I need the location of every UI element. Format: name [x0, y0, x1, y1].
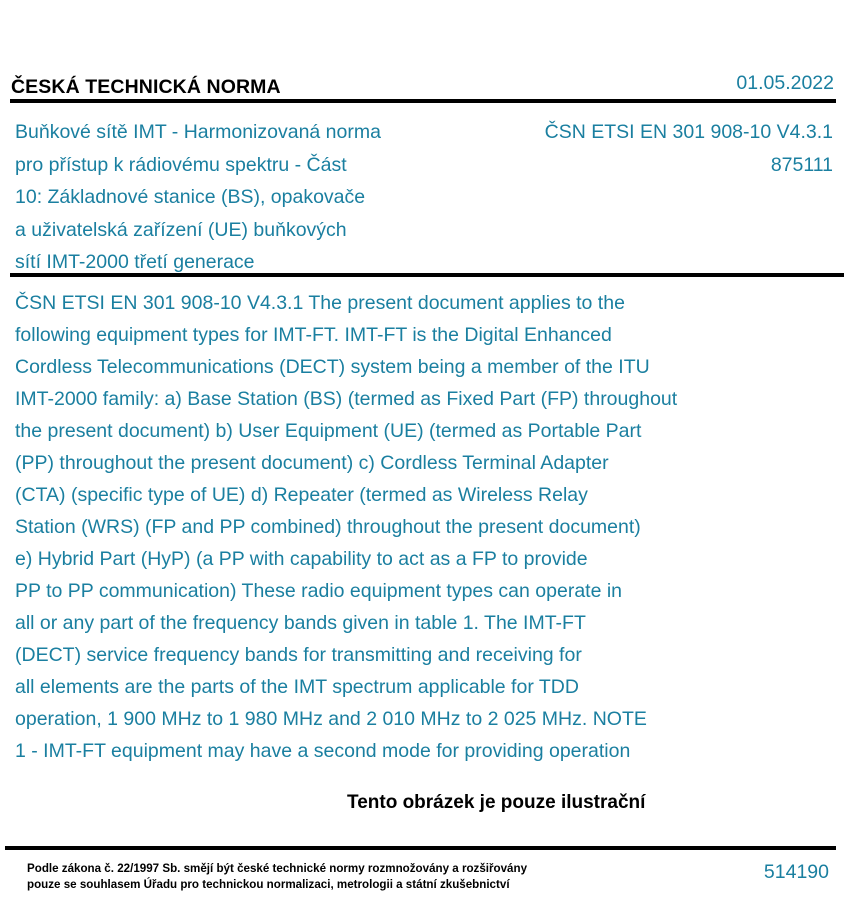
document-title-line: Buňkové sítě IMT - Harmonizovaná norma — [15, 121, 381, 143]
abstract-line: all elements are the parts of the IMT spectrum applicable for TDD — [15, 676, 579, 698]
standard-id: ČSN ETSI EN 301 908-10 V4.3.1 — [544, 121, 833, 143]
abstract — [15, 287, 795, 767]
abstract-line: Station (WRS) (FP and PP combined) throughout the present document) — [15, 516, 641, 538]
header-divider — [10, 99, 836, 103]
abstract-line: following equipment types for IMT-FT. IMT-FT is the Digital Enhanced — [15, 324, 612, 346]
legal-notice — [27, 861, 527, 892]
title-divider — [10, 273, 844, 277]
abstract-line: ČSN ETSI EN 301 908-10 V4.3.1 The present document applies to the — [15, 292, 625, 314]
document-title-line: 10: Základnové stanice (BS), opakovače — [15, 186, 366, 208]
catalog-number: 514190 — [763, 861, 829, 883]
abstract-line: all or any part of the frequency bands given in table 1. The IMT-FT — [15, 612, 586, 634]
abstract-line: Cordless Telecommunications (DECT) system being a member of the ITU — [15, 356, 650, 378]
legal-notice-line: Podle zákona č. 22/1997 Sb. smějí být české technické normy rozmnožovány a rozšiřovány — [27, 862, 528, 875]
abstract-line: (DECT) service frequency bands for transmitting and receiving for — [15, 644, 582, 666]
class-code: 875111 — [770, 153, 833, 176]
abstract-line: (CTA) (specific type of UE) d) Repeater (termed as Wireless Relay — [15, 484, 588, 506]
illustration-note: Tento obrázek je pouze ilustrační — [347, 792, 646, 813]
document-title-line: sítí IMT-2000 třetí generace — [15, 251, 255, 273]
standard-identifier — [545, 116, 833, 181]
document-title-line: a uživatelská zařízení (UE) buňkových — [15, 218, 347, 241]
abstract-line: PP to PP communication) These radio equipment types can operate in — [15, 580, 623, 602]
abstract-line: IMT-2000 family: a) Base Station (BS) (termed as Fixed Part (FP) throughout — [15, 388, 678, 410]
document-title-line: pro přístup k rádiovému spektru - Část — [15, 153, 347, 176]
abstract-line: e) Hybrid Part (HyP) (a PP with capability to act as a FP to provide — [15, 548, 588, 570]
document-title — [15, 116, 435, 279]
header-title: ČESKÁ TECHNICKÁ NORMA — [11, 76, 281, 98]
legal-notice-line: pouze se souhlasem Úřadu pro technickou normalizaci, metrologii a státní zkušebnictví — [27, 877, 510, 891]
abstract-line: operation, 1 900 MHz to 1 980 MHz and 2 010 MHz to 2 025 MHz. NOTE — [15, 708, 647, 730]
footer-divider — [5, 846, 836, 850]
abstract-line: 1 - IMT-FT equipment may have a second mode for providing operation — [15, 740, 631, 762]
abstract-line: (PP) throughout the present document) c) Cordless Terminal Adapter — [15, 452, 609, 474]
issue-date: 01.05.2022 — [736, 72, 834, 94]
abstract-line: the present document) b) User Equipment (UE) (termed as Portable Part — [15, 420, 642, 442]
